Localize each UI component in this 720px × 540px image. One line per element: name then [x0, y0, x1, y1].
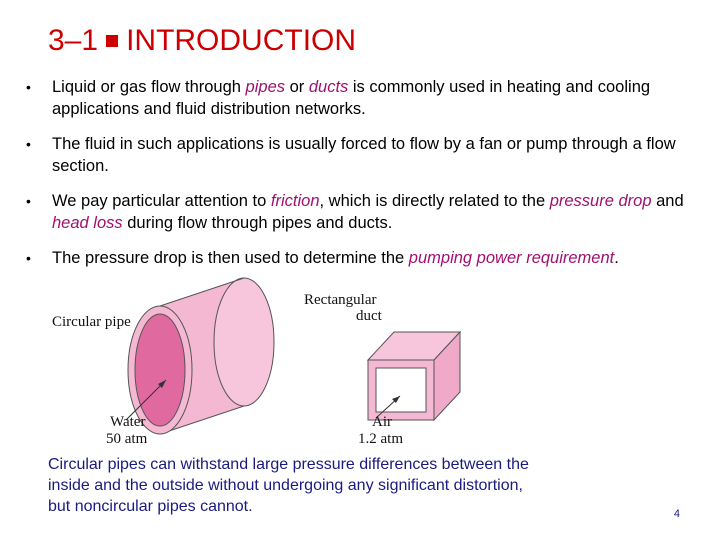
emphasized-term: ducts — [308, 78, 349, 96]
bullet-dot-icon: • — [26, 250, 31, 266]
circular-pipe-opening — [135, 314, 185, 426]
bullet-text: . — [614, 249, 619, 267]
bullet-text: and — [651, 192, 684, 210]
bullet-dot-icon: • — [26, 79, 31, 95]
water-pressure: 50 atm — [106, 431, 148, 447]
bullet-text: is commonly used in heating and cooling applications and fluid distribution networks. — [52, 78, 651, 118]
bullet-dot-icon: • — [26, 193, 31, 209]
square-bullet-icon — [106, 35, 118, 47]
bullet-item — [22, 190, 702, 234]
rectangular-duct-label-line1: Rectangular — [304, 292, 377, 308]
circular-pipe-back-rim — [214, 278, 274, 406]
section-number: 3–1 — [48, 24, 99, 57]
bullet-text: or — [285, 78, 309, 96]
figure-caption: Circular pipes can withstand large pressure differences between the inside and the outside without undergoing any significant distortion, but noncircular pipes cannot. — [48, 456, 529, 515]
air-pressure: 1.2 atm — [358, 431, 403, 447]
bullet-text: The pressure drop is then used to determine the — [52, 249, 409, 267]
bullet-text: Liquid or gas flow through — [52, 78, 246, 96]
bullet-text: The fluid in such applications is usually forced to flow by a fan or pump through a flow section. — [52, 135, 676, 175]
bullet-text: during flow through pipes and ducts. — [122, 214, 393, 232]
page-number: 4 — [673, 508, 680, 520]
rectangular-duct-drawing — [368, 332, 460, 420]
emphasized-term: pipes — [245, 78, 285, 96]
pipe-figure — [48, 268, 468, 450]
bullet-item — [22, 76, 702, 120]
water-label: Water — [110, 414, 146, 430]
bullet-list — [22, 76, 702, 282]
emphasized-term: pumping power requirement — [408, 249, 615, 267]
bullet-item — [22, 133, 702, 177]
air-label: Air — [372, 414, 392, 430]
bullet-text: , which is directly related to the — [319, 192, 550, 210]
circular-pipe-label: Circular pipe — [52, 314, 131, 330]
slide-title — [48, 24, 356, 58]
emphasized-term: pressure drop — [549, 192, 652, 210]
emphasized-term: head loss — [52, 214, 123, 232]
emphasized-term: friction — [270, 192, 320, 210]
bullet-dot-icon: • — [26, 136, 31, 152]
bullet-text: We pay particular attention to — [52, 192, 271, 210]
rectangular-duct-label-line2: duct — [356, 308, 382, 324]
circular-pipe-drawing — [126, 278, 274, 434]
bullet-item — [22, 247, 702, 269]
duct-opening — [376, 368, 426, 412]
section-title: INTRODUCTION — [126, 24, 357, 57]
